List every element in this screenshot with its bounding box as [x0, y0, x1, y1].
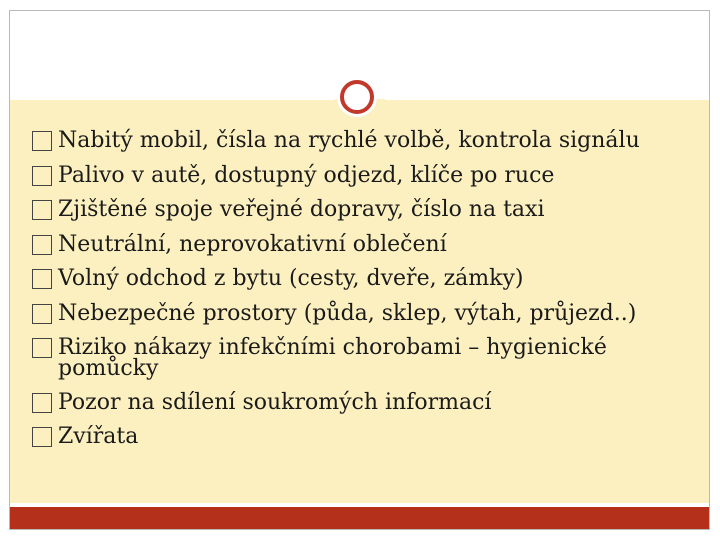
- bullet-text: Volný odchod z bytu (cesty, dveře, zámky): [58, 266, 524, 291]
- bullet-text: Riziko nákazy infekčními chorobami – hygienické: [58, 335, 607, 360]
- bullet-text: Pozor na sdílení soukromých informací: [58, 389, 492, 415]
- bullet-box-icon: [32, 338, 52, 358]
- bullet-box-icon: [32, 235, 52, 255]
- list-item: [32, 386, 692, 421]
- list-item: [32, 262, 692, 297]
- bullet-text: Zjištěné spoje veřejné dopravy, číslo na taxi: [58, 197, 545, 222]
- bullet-text-continuation: pomůcky: [58, 355, 159, 381]
- bullet-text: Neutrální, neprovokativní oblečení: [58, 231, 447, 257]
- bullet-box-icon: [32, 166, 52, 186]
- bullet-box-icon: [32, 200, 52, 220]
- list-item: [32, 331, 692, 380]
- bullet-box-icon: [32, 427, 52, 447]
- list-item: [32, 193, 692, 228]
- bullet-text: Palivo v autě, dostupný odjezd, klíče po ruce: [58, 162, 555, 188]
- bullet-box-icon: [32, 304, 52, 324]
- bullet-box-icon: [32, 269, 52, 289]
- list-item: [32, 124, 692, 159]
- bullet-text: Nebezpečné prostory (půda, sklep, výtah, průjezd..): [58, 300, 637, 326]
- list-item: [32, 159, 692, 194]
- bullet-box-icon: [32, 393, 52, 413]
- bullet-list: [32, 124, 692, 455]
- bullet-text: Nabitý mobil, čísla na rychlé volbě, kontrola signálu: [58, 128, 640, 153]
- list-item: [32, 297, 692, 332]
- bullet-box-icon: [32, 131, 52, 151]
- list-item: [32, 420, 692, 455]
- list-item: [32, 228, 692, 263]
- bullet-text: Zvířata: [58, 424, 139, 449]
